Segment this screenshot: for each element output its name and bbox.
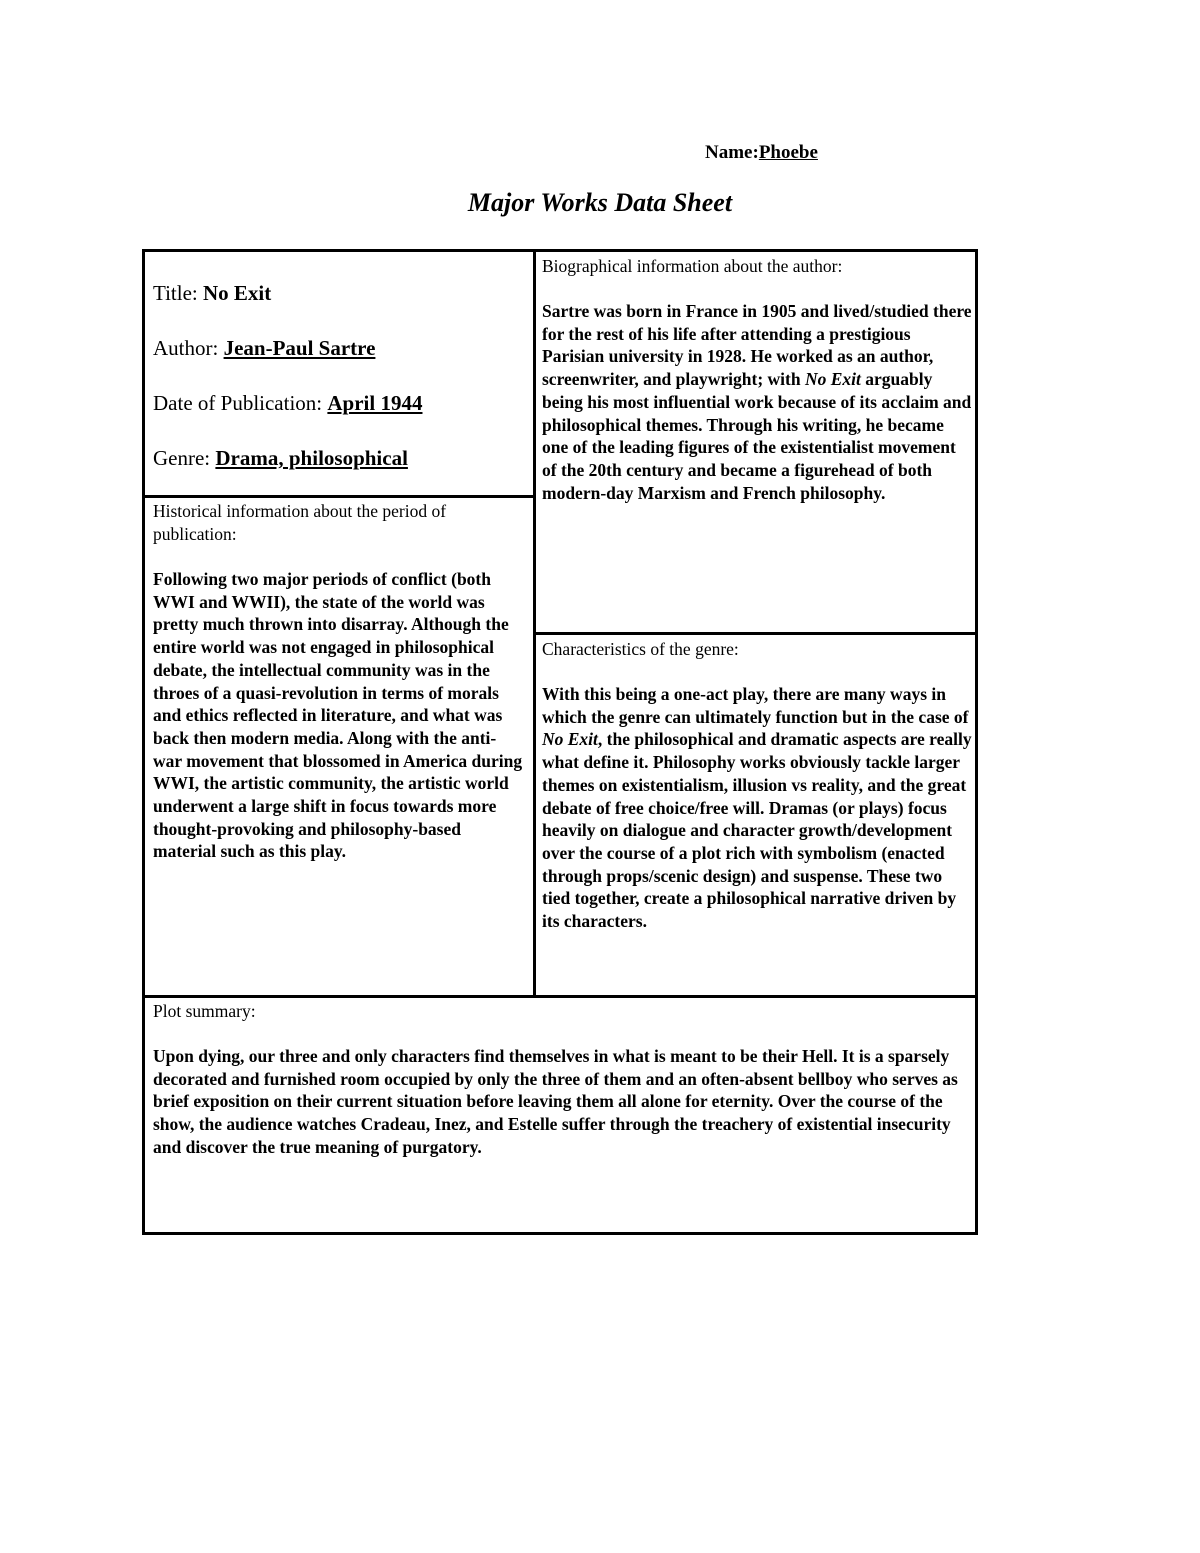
characteristics-heading: Characteristics of the genre: [542,639,739,659]
book-info-cell [153,280,525,500]
title-label: Title: [153,281,203,305]
historical-heading: Historical information about the period of publication: [153,501,447,544]
data-sheet-table [142,249,978,1235]
name-label: Name: [705,142,759,163]
right-row-divider [534,632,978,635]
plot-text: Upon dying, our three and only characters find themselves in what is meant to be their Hell. It is a sparsely decorated and furnished room occupied by only the three of them and an often-absent bellboy who serves as brief exposition on their current situation before leaving them all alone for eternity. Over the course of the show, the audience watches Cradeau, Inez, and Estelle suffer through the treachery of existential insecurity and discover the true meaning of purgatory. [153,1046,958,1157]
publication-date-label: Date of Publication: [153,391,328,415]
author-row [153,335,525,361]
page-title: Major Works Data Sheet [467,188,733,217]
genre-characteristics-cell [542,638,974,933]
genre-label: Genre: [153,446,216,470]
plot-heading: Plot summary: [153,1001,256,1021]
characteristics-text-part1: With this being a one-act play, there are many ways in which the genre can ultimately function but in the case of [542,684,969,727]
author-label: Author: [153,336,224,360]
genre-row [153,445,525,471]
title-row [153,280,525,306]
publication-date-row [153,390,525,416]
publication-date-value: April 1944 [327,391,423,415]
name-value: Phoebe [758,142,818,163]
biography-text-part1: Sartre was born in France in 1905 and lived/studied there for the rest of his life after attending a prestigious Parisian university in 1928. He worked as an author, screenwriter, and playwright; with [542,301,972,390]
plot-row-divider [145,995,978,998]
student-name [705,142,818,164]
author-value: Jean-Paul Sartre [223,336,376,360]
title-value: No Exit [203,281,272,305]
biography-text [542,300,974,504]
historical-cell [153,500,525,863]
characteristics-text [542,683,974,933]
biography-text-part2: arguably being his most influential work because of its acclaim and philosophical themes. Through his writing, he became one of the leading figures of the existentialist movement of the 20th century and became a figurehead of both modern-day Marxism and French philosophy. [542,369,972,503]
historical-text: Following two major periods of conflict (both WWI and WWII), the state of the world was pretty much thrown into disarray. Although the entire world was not engaged in philosophical debate, the intellectual community was in the throes of a quasi-revolution in terms of morals and ethics reflected in literature, and what was back then modern media. Along with the anti-war movement that blossomed in America during WWI, the artistic community, the artistic world underwent a large shift in focus towards more thought-provoking and philosophy-based material such as this play. [153,569,523,862]
biography-heading: Biographical information about the author: [542,256,843,276]
column-divider [533,252,536,996]
plot-summary-cell [153,1000,973,1159]
genre-value: Drama, philosophical [215,446,408,470]
biography-cell [542,255,974,504]
characteristics-text-part2: , the philosophical and dramatic aspects are really what define it. Philosophy works obviously tackle larger themes on existentialism, illusion vs reality, and the great debate of free choice/free will. Dramas (or plays) focus heavily on dialogue and character growth/development over the course of a plot rich with symbolism (enacted through props/scenic design) and suspense. These two tied together, create a philosophical narrative driven by its characters. [542,729,972,932]
biography-text-italic: No Exit [804,369,861,390]
characteristics-text-italic: No Exit [542,729,598,750]
